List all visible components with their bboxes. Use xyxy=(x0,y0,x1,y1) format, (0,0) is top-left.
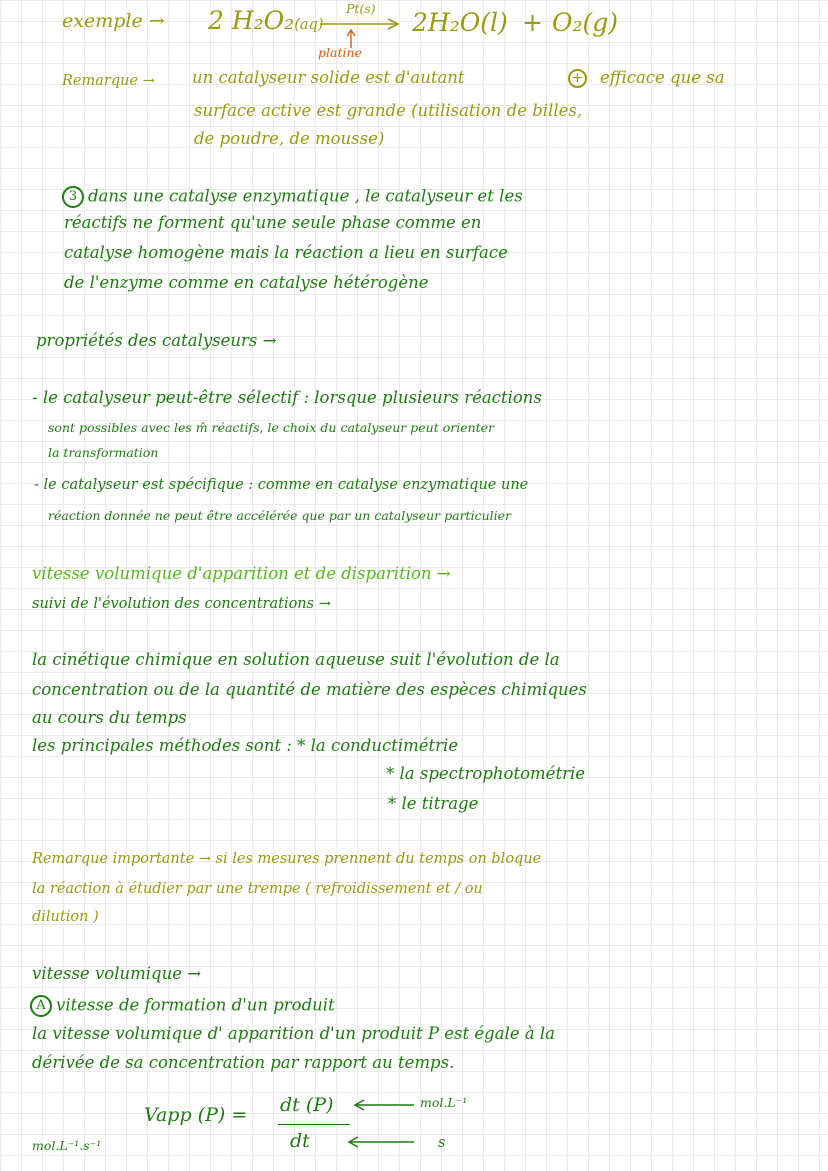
pointer-arrow-icon xyxy=(344,28,358,50)
remark-2-line-3: dilution ) xyxy=(32,909,99,925)
selective-line-1: - le catalyseur peut-être sélectif : lorsque plusieurs réactions xyxy=(32,388,542,407)
kinetics-line-4: les principales méthodes sont : * la conductimétrie xyxy=(32,736,459,755)
catalyst-name: platine xyxy=(318,45,362,60)
formation-title: vitesse de formation d'un produit xyxy=(56,995,335,1015)
item-3-line-1 xyxy=(62,186,523,208)
kinetics-line-2: concentration ou de la quantité de matière des espèces chimiques xyxy=(32,680,587,699)
remark-lead: Remarque → xyxy=(62,73,155,89)
left-arrow-icon xyxy=(352,1098,416,1112)
method-spectrophotometry: * la spectrophotométrie xyxy=(386,764,585,783)
equation-plus: + xyxy=(522,8,543,37)
kinetics-line-3: au cours du temps xyxy=(32,708,187,727)
remark-2-line-1: Remarque importante → si les mesures prennent du temps on bloque xyxy=(32,851,542,867)
remark-line-1b: efficace que sa xyxy=(600,68,725,87)
method-titration: * le titrage xyxy=(388,794,479,813)
item-3-text-1: dans une catalyse enzymatique , le catalyseur et les xyxy=(88,186,523,206)
unit-time: s xyxy=(438,1135,446,1151)
specific-line-1: - le catalyseur est spécifique : comme en catalyse enzymatique une xyxy=(34,477,529,493)
unit-rate: mol.L⁻¹.s⁻¹ xyxy=(32,1138,102,1153)
lhs-species: H₂O₂ xyxy=(231,6,295,35)
remark-line-2: surface active est grande (utilisation de billes, xyxy=(194,101,583,120)
unit-concentration: mol.L⁻¹ xyxy=(420,1095,468,1110)
formula-denominator: dt xyxy=(290,1130,310,1152)
remark-2-line-2: la réaction à étudier par une trempe ( refroidissement et / ou xyxy=(32,881,483,897)
remark-line-3: de poudre, de mousse) xyxy=(194,129,385,148)
item-3-line-2: réactifs ne forment qu'une seule phase comme en xyxy=(64,213,482,232)
fraction-bar xyxy=(278,1124,350,1125)
definition-line-1: la vitesse volumique d' apparition d'un produit P est égale à la xyxy=(32,1024,556,1043)
item-3-line-4: de l'enzyme comme en catalyse hétérogène xyxy=(64,273,429,292)
equation-product-2: O₂(g) xyxy=(552,8,619,37)
lhs-coefficient: 2 xyxy=(208,6,224,35)
formula-numerator: dt (P) xyxy=(280,1094,334,1116)
properties-title: propriétés des catalyseurs → xyxy=(36,331,277,350)
kinetics-line-1: la cinétique chimique en solution aqueuse suit l'évolution de la xyxy=(32,650,560,669)
item-3-number: 3 xyxy=(62,186,84,208)
item-3-line-3: catalyse homogène mais la réaction a lieu en surface xyxy=(64,243,508,262)
lhs-state: (aq) xyxy=(294,17,324,33)
volume-velocity-title: vitesse volumique → xyxy=(32,964,202,983)
left-arrow-icon xyxy=(346,1135,416,1149)
example-label: exemple → xyxy=(62,10,165,32)
section-a-number: A xyxy=(30,995,52,1017)
equation-lhs xyxy=(208,8,323,33)
remark-line-1a: un catalyseur solide est d'autant xyxy=(192,68,465,87)
definition-line-2: dérivée de sa concentration par rapport au temps. xyxy=(32,1053,455,1072)
specific-line-2: réaction donnée ne peut être accélérée que par un catalyseur particulier xyxy=(48,508,511,523)
formula-lhs: Vapp (P) = xyxy=(144,1104,248,1126)
velocity-heading-line-2: suivi de l'évolution des concentrations → xyxy=(32,596,331,612)
selective-line-3: la transformation xyxy=(48,445,159,460)
velocity-heading-line-1: vitesse volumique d'apparition et de disparition → xyxy=(32,564,451,583)
equation-product-1: 2H₂O(l) xyxy=(412,8,508,37)
reaction-arrow-icon xyxy=(318,18,402,30)
formation-title-line xyxy=(30,995,335,1017)
catalyst-formula: Pt(s) xyxy=(346,1,376,16)
plus-circle-icon: + xyxy=(568,69,587,88)
selective-line-2: sont possibles avec les m̂ réactifs, le choix du catalyseur peut orienter xyxy=(48,420,495,435)
